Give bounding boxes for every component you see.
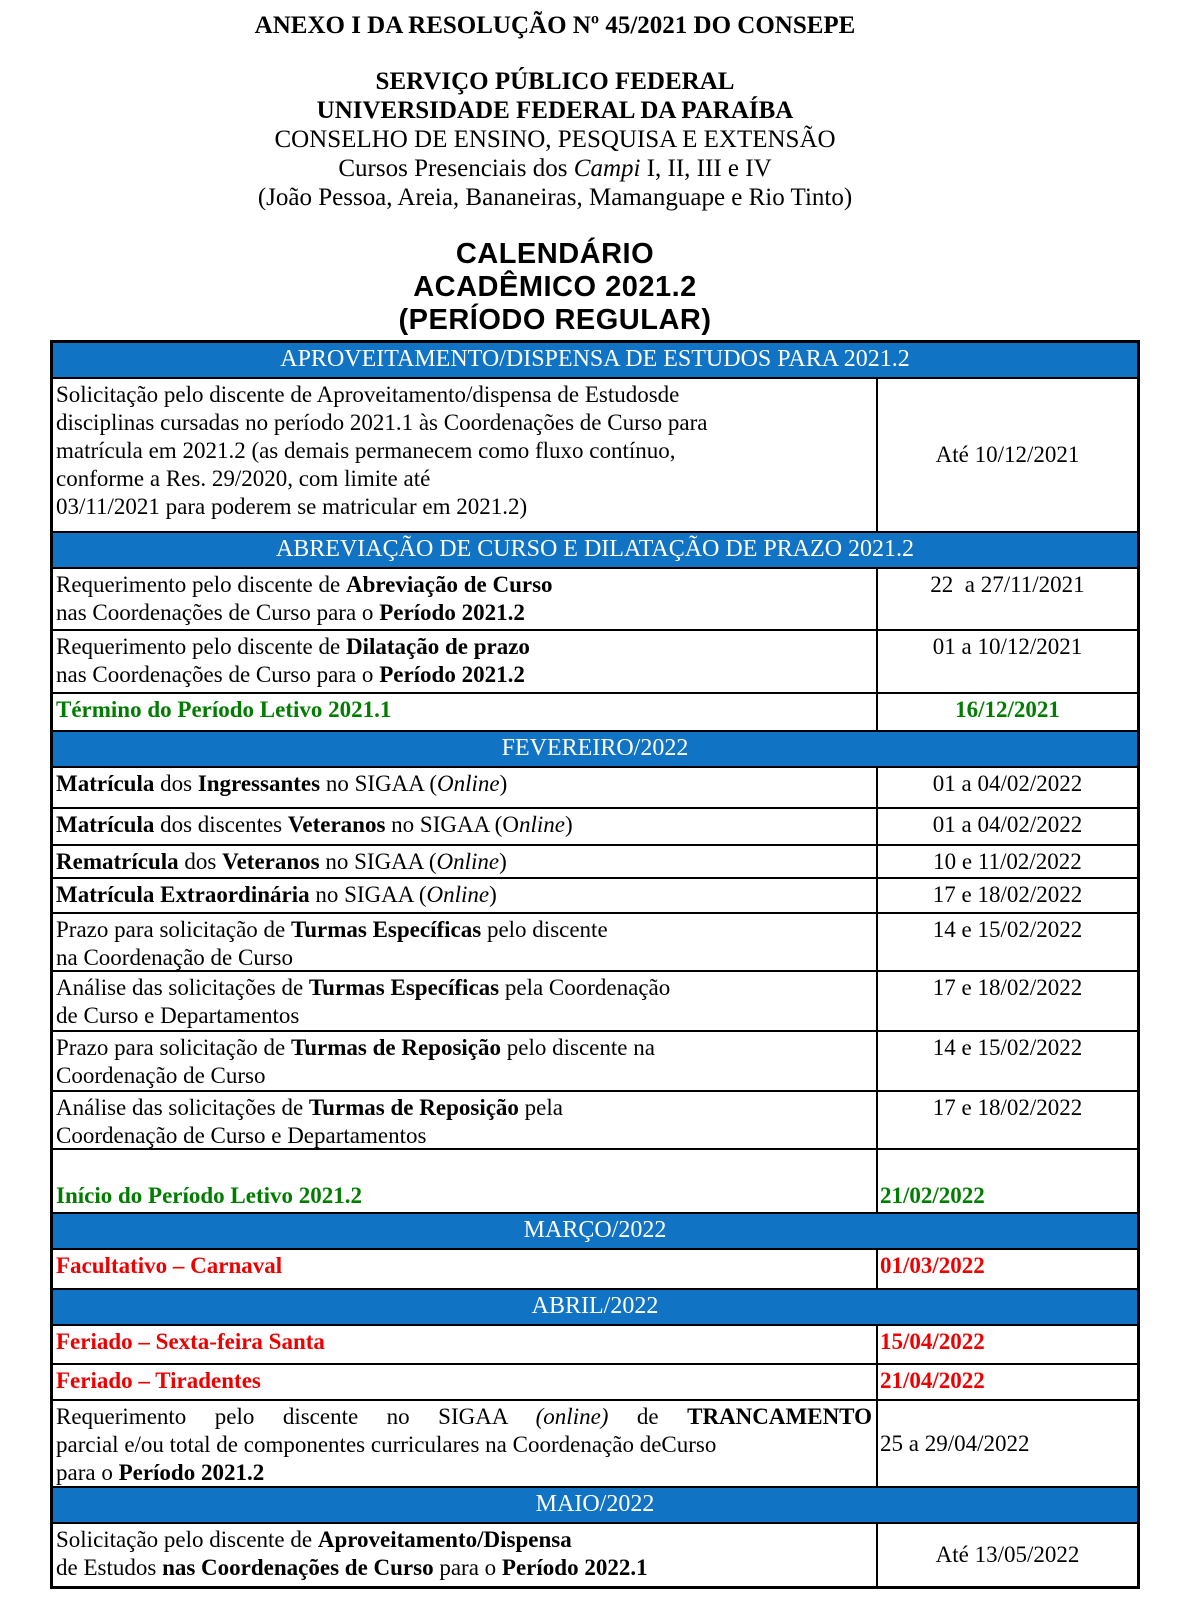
calendar-item-row	[53, 694, 1137, 732]
calendar-item-row	[53, 914, 1137, 972]
text-segment: nas Coordenações de Curso	[162, 1555, 434, 1580]
text-segment: 03/11/2021 para poderem se matricular em 2021.2)	[56, 494, 528, 519]
section-header-row: MARÇO/2022	[53, 1214, 1137, 1250]
text-segment: )	[564, 812, 573, 837]
text-segment: Facultativo – Carnaval	[56, 1253, 283, 1278]
description-line	[56, 1459, 872, 1487]
description-line	[56, 1094, 872, 1122]
row-date-cell	[878, 569, 1137, 629]
section-header-row: APROVEITAMENTO/DISPENSA DE ESTUDOS PARA 2021.2	[53, 343, 1137, 379]
text-segment: pelo discente	[481, 917, 608, 942]
text-segment: Matrícula	[56, 812, 155, 837]
description-line	[56, 381, 872, 409]
row-date: 22 a 27/11/2021	[930, 572, 1085, 597]
description-line	[56, 770, 872, 798]
description-line	[56, 1062, 872, 1090]
text-segment: Turmas Específicas	[308, 975, 500, 1000]
description-line	[56, 1122, 872, 1150]
description-line	[56, 1526, 872, 1554]
row-date: 01 a 04/02/2022	[932, 771, 1083, 796]
row-date: Até 13/05/2022	[935, 1542, 1080, 1567]
description-line	[56, 811, 872, 839]
calendar-item-row	[53, 1150, 1137, 1214]
text-segment: Turmas de Reposição	[291, 1035, 501, 1060]
row-date: 01 a 04/02/2022	[932, 812, 1083, 837]
description-line	[56, 1554, 872, 1582]
row-date: 17 e 18/02/2022	[932, 1095, 1083, 1120]
text-segment: matrícula em 2021.2 (as demais permanecem como fluxo contínuo,	[56, 438, 676, 463]
text-segment: nas Coordenações de Curso para o	[56, 662, 380, 687]
row-description	[53, 846, 878, 877]
text-segment: I, II, III e IV	[640, 155, 772, 182]
text-segment: parcial e/ou total de componentes curriculares na Coordenação deCurso	[56, 1432, 717, 1457]
row-description	[53, 379, 878, 531]
row-description	[53, 1401, 878, 1486]
row-description	[53, 879, 878, 912]
text-segment: de Curso e Departamentos	[56, 1003, 300, 1028]
section-header-row: ABRIL/2022	[53, 1290, 1137, 1326]
text-segment: dos discentes	[154, 812, 288, 837]
row-date: 17 e 18/02/2022	[932, 882, 1083, 907]
text-segment: Requerimento pelo discente de	[56, 572, 346, 597]
row-date-cell	[878, 1326, 1137, 1363]
text-segment: Aproveitamento/Dispensa	[317, 1527, 572, 1552]
text-segment: Veteranos	[222, 849, 320, 874]
row-description	[53, 1092, 878, 1148]
text-segment: no SIGAA (O	[385, 812, 519, 837]
text-segment: para o	[433, 1555, 502, 1580]
row-date: 01 a 10/12/2021	[932, 634, 1083, 659]
text-segment: Abreviação de Curso	[345, 572, 553, 597]
text-segment: no SIGAA (	[309, 882, 427, 907]
text-segment: pela Coordenação	[499, 975, 671, 1000]
org-header-line	[0, 96, 1110, 125]
calendar-title	[0, 238, 1110, 337]
description-line	[56, 1431, 872, 1459]
row-description	[53, 768, 878, 807]
description-line	[56, 571, 872, 599]
description-line	[56, 661, 872, 689]
text-segment: no SIGAA (	[319, 849, 437, 874]
text-segment: de	[608, 1404, 688, 1429]
text-segment: Coordenação de Curso	[56, 1063, 266, 1088]
calendar-item-row	[53, 846, 1137, 879]
description-line	[56, 493, 872, 521]
row-date-cell	[878, 972, 1137, 1030]
row-description	[53, 972, 878, 1030]
text-segment: Campi	[573, 155, 641, 182]
row-description	[53, 631, 878, 692]
text-segment: nline	[518, 812, 565, 837]
text-segment: Requerimento pelo discente no SIGAA	[56, 1404, 536, 1429]
text-segment: para o	[56, 1460, 119, 1485]
row-description	[53, 694, 878, 730]
text-segment: Início do Período Letivo 2021.2	[56, 1183, 363, 1208]
text-segment: na Coordenação de Curso	[56, 945, 293, 970]
text-segment: Veteranos	[287, 812, 386, 837]
description-line	[56, 944, 872, 972]
calendar-item-row	[53, 569, 1137, 631]
row-description	[53, 1365, 878, 1399]
text-segment: (João Pessoa, Areia, Bananeiras, Mamanguape e Rio Tinto)	[257, 184, 853, 211]
calendar-item-row	[53, 809, 1137, 846]
text-segment: conforme a Res. 29/2020, com limite até	[56, 466, 431, 491]
text-segment: Período 2021.2	[118, 1460, 265, 1485]
description-line	[56, 409, 872, 437]
text-segment: Rematrícula	[56, 849, 179, 874]
row-description	[53, 1150, 878, 1212]
calendar-item-row	[53, 631, 1137, 694]
calendar-item-row	[53, 1250, 1137, 1290]
description-line	[56, 881, 872, 909]
text-segment: dos	[178, 849, 223, 874]
text-segment: SERVIÇO PÚBLICO FEDERAL	[375, 68, 735, 95]
text-segment: Análise das solicitações de	[56, 1095, 309, 1120]
description-line	[56, 1252, 872, 1280]
description-line	[56, 437, 872, 465]
section-header-row: MAIO/2022	[53, 1488, 1137, 1524]
description-line	[56, 1182, 872, 1210]
text-segment: UNIVERSIDADE FEDERAL DA PARAÍBA	[316, 97, 794, 124]
text-segment: dos	[154, 771, 198, 796]
text-segment: Solicitação pelo discente de	[56, 1527, 318, 1552]
row-date: Até 10/12/2021	[935, 442, 1080, 467]
calendar-item-row	[53, 379, 1137, 533]
text-segment: no SIGAA (	[320, 771, 437, 796]
description-line	[56, 1328, 872, 1356]
row-date: 14 e 15/02/2022	[932, 917, 1083, 942]
text-segment: pela	[518, 1095, 563, 1120]
calendar-item-row	[53, 1092, 1137, 1150]
text-segment: Matrícula Extraordinária	[56, 882, 310, 907]
text-segment: Online	[437, 771, 500, 796]
row-date: 21/02/2022	[880, 1183, 985, 1208]
calendar-item-row	[53, 879, 1137, 914]
org-header-line	[0, 125, 1110, 154]
text-segment: Período 2022.1	[501, 1555, 648, 1580]
text-segment: Online	[436, 849, 500, 874]
row-date-cell	[878, 914, 1137, 970]
description-line	[56, 974, 872, 1002]
calendar-item-row	[53, 768, 1137, 809]
row-date-cell	[878, 1092, 1137, 1148]
section-header-row: FEVEREIRO/2022	[53, 732, 1137, 768]
row-description	[53, 1250, 878, 1288]
text-segment: Prazo para solicitação de	[56, 1035, 291, 1060]
text-segment: nas Coordenações de Curso para o	[56, 600, 380, 625]
row-date: 10 e 11/02/2022	[933, 849, 1082, 874]
text-segment: Turmas Específicas	[291, 917, 482, 942]
text-segment: Término do Período Letivo 2021.1	[56, 697, 392, 722]
calendar-item-row	[53, 1326, 1137, 1365]
row-date: 15/04/2022	[880, 1329, 985, 1354]
calendar-item-row	[53, 1524, 1137, 1586]
org-header-block	[0, 67, 1110, 212]
calendar-title-line: CALENDÁRIO	[455, 238, 655, 270]
row-description	[53, 809, 878, 844]
row-date-cell	[878, 1365, 1137, 1399]
row-date-cell	[878, 379, 1137, 531]
calendar-table	[50, 340, 1140, 1589]
text-segment: pelo discente na	[501, 1035, 655, 1060]
text-segment: (online)	[535, 1404, 609, 1429]
row-date-cell	[878, 1401, 1137, 1486]
text-segment: Requerimento pelo discente de	[56, 634, 346, 659]
text-segment: Feriado – Sexta-feira Santa	[56, 1329, 325, 1354]
section-header-row: ABREVIAÇÃO DE CURSO E DILATAÇÃO DE PRAZO 2021.2	[53, 533, 1137, 569]
description-line	[56, 465, 872, 493]
row-date: 14 e 15/02/2022	[932, 1035, 1083, 1060]
text-segment: Período 2021.2	[379, 662, 525, 687]
text-segment: )	[499, 849, 507, 874]
row-date-cell	[878, 1250, 1137, 1288]
text-segment: Solicitação pelo discente de Aproveitamento/dispensa de Estudosde	[56, 382, 680, 407]
text-segment: Ingressantes	[197, 771, 321, 796]
text-segment: Cursos Presenciais dos	[338, 155, 574, 182]
org-header-line	[0, 183, 1110, 212]
row-date-cell	[878, 846, 1137, 877]
row-date: 16/12/2021	[955, 697, 1060, 722]
row-date-cell	[878, 1150, 1137, 1212]
calendar-item-row	[53, 1365, 1137, 1401]
calendar-item-row	[53, 1032, 1137, 1092]
row-description	[53, 1326, 878, 1363]
description-line	[56, 696, 872, 724]
calendar-title-line: (PERÍODO REGULAR)	[398, 304, 712, 336]
description-line	[56, 633, 872, 661]
anexo-title: ANEXO I DA RESOLUÇÃO Nº 45/2021 DO CONSEPE	[254, 12, 856, 39]
text-segment: )	[499, 771, 508, 796]
row-description	[53, 1524, 878, 1586]
org-header-line	[0, 67, 1110, 96]
row-date-cell	[878, 879, 1137, 912]
row-description	[53, 1032, 878, 1090]
text-segment: Feriado – Tiradentes	[56, 1368, 261, 1393]
row-date-cell	[878, 694, 1137, 730]
text-segment: TRANCAMENTO	[687, 1404, 872, 1429]
row-description	[53, 914, 878, 970]
row-date-cell	[878, 631, 1137, 692]
calendar-item-row	[53, 972, 1137, 1032]
description-line	[56, 1034, 872, 1062]
row-date-cell	[878, 809, 1137, 844]
org-header-line	[0, 154, 1110, 183]
row-date: 25 a 29/04/2022	[880, 1430, 1030, 1456]
text-segment: disciplinas cursadas no período 2021.1 às Coordenações de Curso para	[56, 410, 708, 435]
row-date-cell	[878, 1032, 1137, 1090]
text-segment: Período 2021.2	[379, 600, 525, 625]
description-line	[56, 848, 872, 876]
text-segment: Prazo para solicitação de	[56, 917, 291, 942]
row-date: 17 e 18/02/2022	[932, 975, 1083, 1000]
text-segment: Matrícula	[56, 771, 155, 796]
text-segment: )	[489, 882, 497, 907]
text-segment: Dilatação de prazo	[345, 634, 530, 659]
description-line	[56, 916, 872, 944]
row-date-cell	[878, 1524, 1137, 1586]
text-segment: Análise das solicitações de	[56, 975, 309, 1000]
text-segment: Online	[426, 882, 490, 907]
text-segment: CONSELHO DE ENSINO, PESQUISA E EXTENSÃO	[274, 126, 836, 153]
row-date: 01/03/2022	[880, 1253, 985, 1278]
calendar-item-row	[53, 1401, 1137, 1488]
text-segment: Turmas de Reposição	[308, 1095, 519, 1120]
text-segment: de Estudos	[56, 1555, 163, 1580]
description-line	[56, 1403, 872, 1431]
row-description	[53, 569, 878, 629]
calendar-title-line: ACADÊMICO 2021.2	[413, 271, 697, 303]
description-line	[56, 1367, 872, 1395]
row-date-cell	[878, 768, 1137, 807]
text-segment: Coordenação de Curso e Departamentos	[56, 1123, 427, 1148]
document-header	[0, 0, 1194, 337]
description-line	[56, 1002, 872, 1030]
row-date: 21/04/2022	[880, 1368, 985, 1393]
description-line	[56, 599, 872, 627]
